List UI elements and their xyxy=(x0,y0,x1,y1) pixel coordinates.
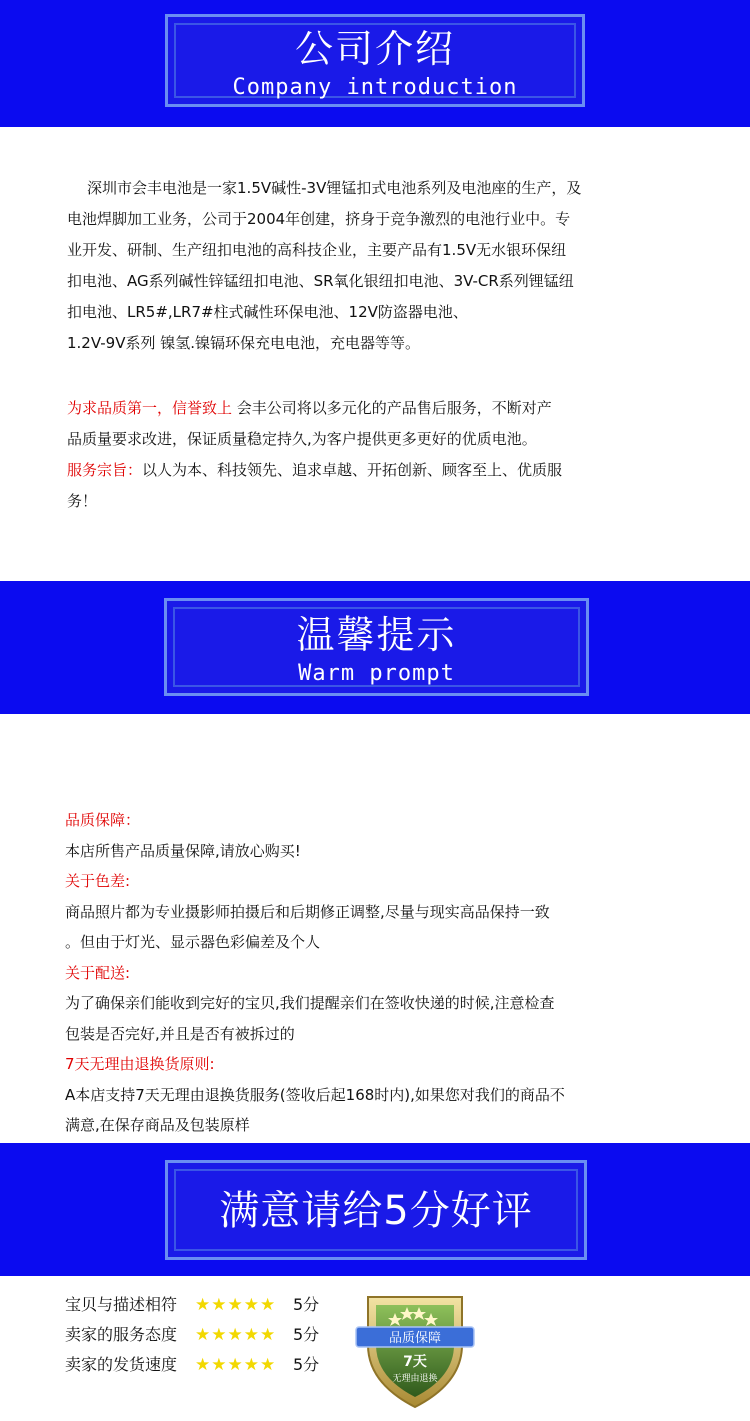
rating-score: 5分 xyxy=(293,1295,320,1314)
company-header-band xyxy=(0,0,750,127)
prompt-title-en: Warm prompt xyxy=(298,661,455,686)
rating-score: 5分 xyxy=(293,1355,320,1374)
quality-line-2: 品质量要求改进，保证质量稳定持久,为客户提供更多更好的优质电池。 xyxy=(67,430,537,448)
badge-ribbon-text: 品质保障 xyxy=(388,1331,442,1346)
rating-row-description xyxy=(65,1295,319,1315)
prompt-header-band xyxy=(0,581,750,714)
review-title-cn: 满意请给5分好评 xyxy=(219,1188,533,1234)
rating-row-service xyxy=(65,1325,319,1345)
company-title-frame xyxy=(165,14,585,107)
intro-line: 扣电池、LR5#,LR7#柱式碱性环保电池、12V防盗器电池、 xyxy=(67,303,468,321)
company-title-cn: 公司介绍 xyxy=(294,27,455,71)
service-line-2: 务！ xyxy=(67,492,98,510)
delivery-text-2: 包装是否完好,并且是否有被拆过的 xyxy=(65,1024,295,1043)
star-icon: ★★★★★ xyxy=(195,1325,277,1345)
color-text-2: 。但由于灯光、显示器色彩偏差及个人 xyxy=(65,933,321,951)
company-title-en: Company introduction xyxy=(232,75,518,100)
rating-label: 卖家的发货速度 xyxy=(65,1355,178,1374)
rating-score: 5分 xyxy=(293,1325,320,1344)
quality-text: 本店所售产品质量保障,请放心购买! xyxy=(65,841,301,860)
color-head: 关于色差: xyxy=(65,872,131,890)
intro-line: 深圳市会丰电池是一家1.5V碱性-3V锂锰扣式电池系列及电池座的生产，及 xyxy=(87,179,582,197)
intro-line: 业开发、研制、生产纽扣电池的高科技企业，主要产品有1.5V无水银环保纽 xyxy=(67,241,567,259)
return-head: 7天无理由退换货原则: xyxy=(65,1055,215,1073)
service-line xyxy=(67,455,667,486)
rating-label: 宝贝与描述相符 xyxy=(65,1295,178,1314)
company-values xyxy=(67,393,667,517)
return-text-2: 满意,在保存商品及包装原样 xyxy=(65,1116,250,1134)
star-icon: ★★★★★ xyxy=(195,1355,277,1375)
return-text: A本店支持7天无理由退换货服务(签收后起168时内),如果您对我们的商品不 xyxy=(65,1085,565,1104)
service-text: 以人为本、科技领先、追求卓越、开拓创新、顾客至上、优质服 xyxy=(142,461,563,479)
company-intro xyxy=(67,173,667,359)
delivery-text: 为了确保亲们能收到完好的宝贝,我们提醒亲们在签收快递的时候,注意检查 xyxy=(65,994,555,1012)
star-icon: ★★★★★ xyxy=(195,1295,277,1315)
intro-line: 电池焊脚加工业务，公司于2004年创建，挤身于竞争激烈的电池行业中。专 xyxy=(67,210,571,228)
prompt-title-frame xyxy=(164,598,589,696)
quality-red-text: 为求品质第一，信誉致上 xyxy=(67,399,233,417)
intro-line: 扣电池、AG系列碱性锌锰纽扣电池、SR氧化银纽扣电池、3V-CR系列锂锰纽 xyxy=(67,272,574,290)
intro-line: 1.2V-9V系列 镍氢.镍镉环保充电电池，充电器等等。 xyxy=(67,334,420,352)
prompt-info xyxy=(65,805,685,1141)
quality-guarantee-badge-icon xyxy=(350,1283,480,1413)
delivery-head: 关于配送: xyxy=(65,963,131,982)
badge-sub-text: 无理由退换 xyxy=(392,1374,438,1384)
review-title-frame xyxy=(165,1160,587,1260)
badge-days-text: 7天 xyxy=(403,1354,427,1370)
review-header-band xyxy=(0,1143,750,1276)
service-red-text: 服务宗旨： xyxy=(67,461,143,479)
quality-line xyxy=(67,393,667,424)
quality-text: 会丰公司将以多元化的产品售后服务，不断对产 xyxy=(232,399,552,417)
rating-row-shipping xyxy=(65,1355,319,1375)
quality-head: 品质保障： xyxy=(65,811,141,829)
prompt-title-cn: 温馨提示 xyxy=(296,613,457,657)
rating-label: 卖家的服务态度 xyxy=(65,1325,178,1344)
color-text: 商品照片都为专业摄影师拍摄后和后期修正调整,尽量与现实高品保持一致 xyxy=(65,902,550,921)
